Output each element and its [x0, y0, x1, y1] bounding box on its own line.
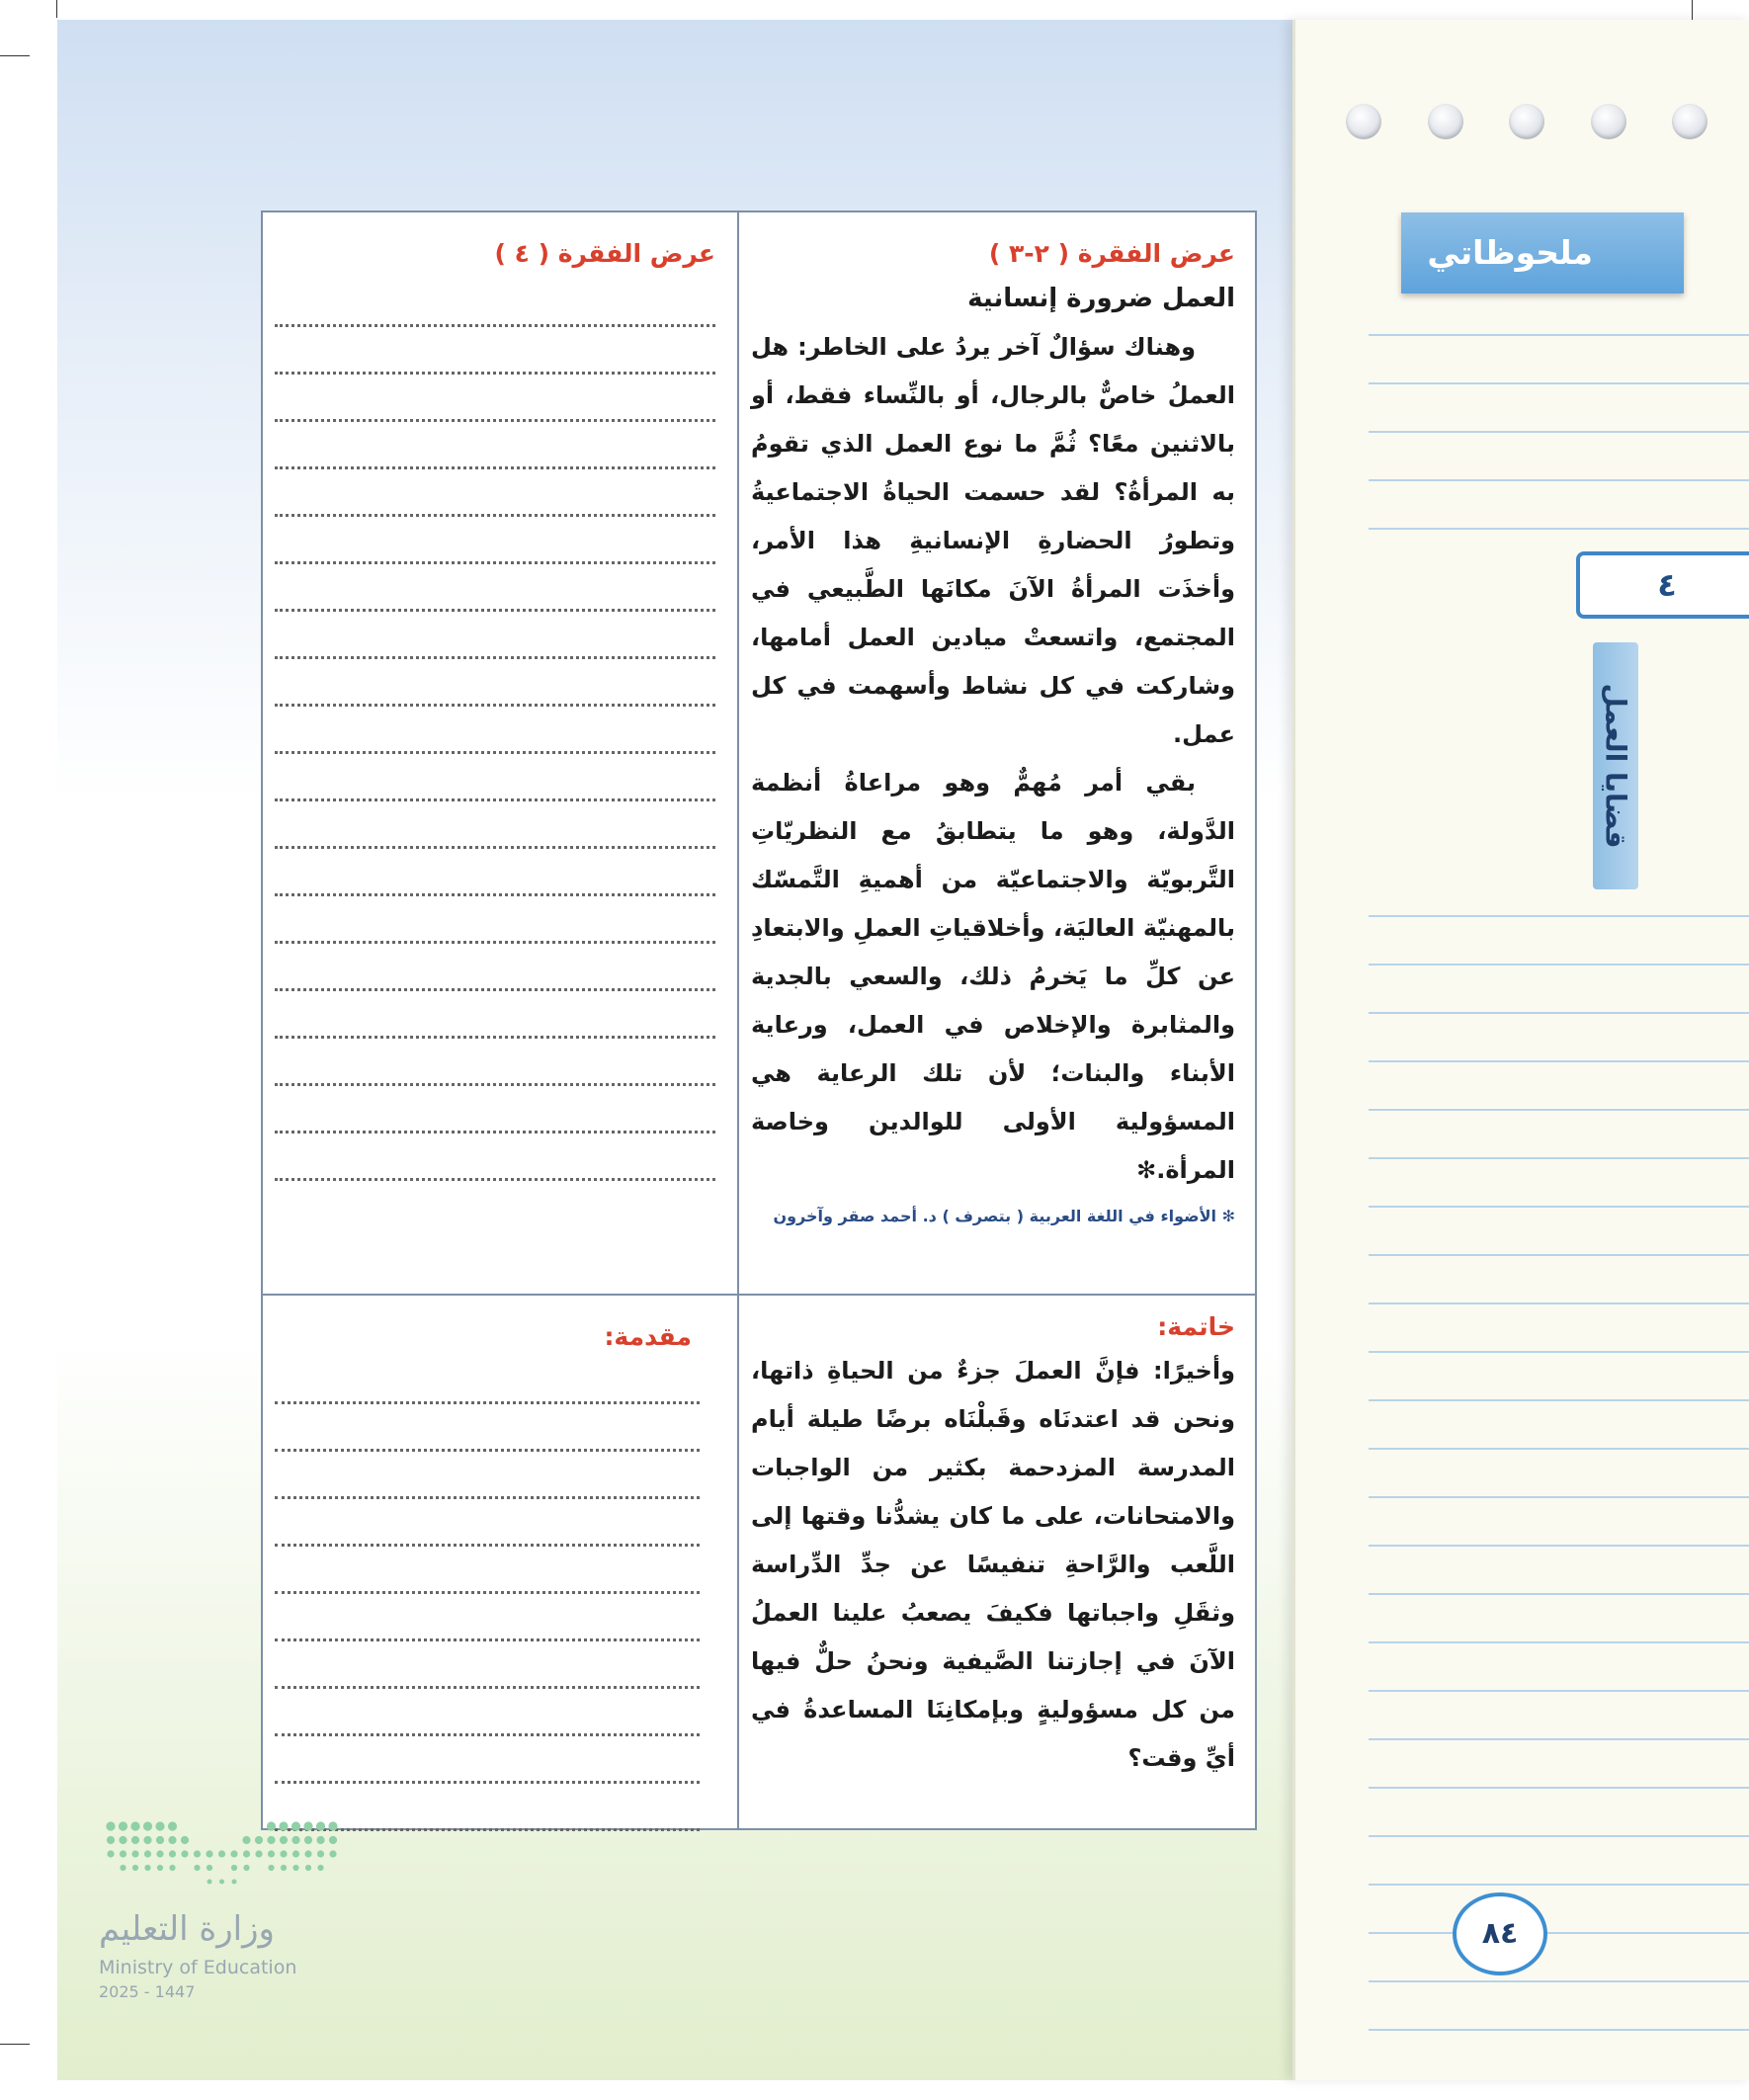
- logo-dot: [329, 1850, 336, 1857]
- cell-heading: مقدمة:: [604, 1322, 692, 1351]
- logo-dot: [316, 1821, 325, 1830]
- logo-dot: [267, 1821, 276, 1830]
- dotted-writing-line[interactable]: [275, 1736, 700, 1784]
- ruled-line: [1369, 1545, 1749, 1547]
- dotted-writing-line[interactable]: [275, 469, 715, 517]
- logo-dot: [156, 1836, 164, 1844]
- logo-dot: [279, 1821, 288, 1830]
- logo-dot: [119, 1821, 127, 1830]
- logo-dot: [143, 1821, 152, 1830]
- ruled-line: [1369, 1641, 1749, 1643]
- writing-lines[interactable]: [275, 1357, 700, 1831]
- logo-dot: [280, 1836, 288, 1844]
- ruled-line: [1369, 1835, 1749, 1837]
- source-citation: ✻ الأضواء في اللغة العربية ( بتصرف ) د. أحمد صقر وآخرون: [773, 1207, 1235, 1225]
- logo-dot: [230, 1850, 237, 1857]
- ruled-line: [1369, 1496, 1749, 1498]
- ruled-line: [1369, 1787, 1749, 1789]
- logo-dot: [268, 1850, 275, 1857]
- edition-year: 2025 - 1447: [99, 1982, 196, 2001]
- dotted-writing-line[interactable]: [275, 1594, 700, 1641]
- logo-dot: [292, 1865, 298, 1871]
- logo-dot: [207, 1865, 212, 1871]
- dotted-writing-line[interactable]: [275, 1499, 700, 1547]
- dotted-writing-line[interactable]: [275, 375, 715, 422]
- ministry-name-en: Ministry of Education: [99, 1957, 297, 1978]
- logo-dot: [169, 1850, 176, 1857]
- ruled-line: [1369, 1980, 1749, 1982]
- logo-dot: [316, 1836, 324, 1844]
- logo-dot: [157, 1865, 163, 1871]
- logo-dot: [168, 1836, 176, 1844]
- dotted-writing-line[interactable]: [275, 1452, 700, 1499]
- dotted-writing-line[interactable]: [275, 991, 715, 1039]
- logo-dot: [181, 1850, 188, 1857]
- row-divider: [263, 1294, 1255, 1296]
- logo-dot: [280, 1850, 287, 1857]
- dotted-writing-line[interactable]: [275, 327, 715, 375]
- dotted-writing-line[interactable]: [275, 849, 715, 896]
- logo-dot: [231, 1865, 237, 1871]
- dotted-writing-line[interactable]: [275, 564, 715, 612]
- crop-mark: [56, 0, 57, 18]
- dotted-writing-line[interactable]: [275, 1039, 715, 1086]
- body-paragraph: بقي أمر مُهمٌّ وهو مراعاةُ أنظمة الدَّولة، وهو ما يتطابقُ مع النظريّاتِ التَّربويّة والاجتماعيّة من أهميةِ التَّمسّك بالمهنيّة العاليَة، وأخلاقياتِ العملِ والابتعادِ عن كلِّ ما يَخرمُ ذلك، والسعي بالجدية والمثابرة والإخلاص في العمل، ورعاية الأبناء والبنات؛ لأن تلك الرعاية هي المسؤولية الأولى للوالدين وخاصة المرأة.✻: [751, 769, 1235, 1184]
- dotted-writing-line[interactable]: [275, 1086, 715, 1134]
- logo-dot: [292, 1821, 300, 1830]
- ruled-line: [1369, 1351, 1749, 1353]
- body-paragraph: وهناك سؤالٌ آخر يردُ على الخاطر: هل العملُ خاصٌّ بالرجال، أو بالنِّساء فقط، أو بالاثنين معًا؟ ثُمَّ ما نوع العمل الذي تقومُ به المرأةُ؟ لقد حسمت الحياةُ الاجتماعيةُ وتطورُ الحضارةِ الإنسانيةِ هذا الأمر، وأخذَت المرأةُ الآنَ مكانَها الطَّبيعي في المجتمع، واتسعتْ ميادين العمل أمامها، وشاركت في كل نشاط وأسهمت في كل عمل.: [751, 333, 1235, 748]
- dotted-writing-line[interactable]: [275, 1134, 715, 1181]
- logo-dot: [243, 1865, 249, 1871]
- dotted-writing-line[interactable]: [275, 707, 715, 754]
- cell-heading: خاتمة:: [1157, 1312, 1235, 1341]
- logo-dot: [130, 1821, 139, 1830]
- ruled-line: [1369, 1448, 1749, 1450]
- ministry-logo-icon: [103, 1818, 340, 1893]
- logo-dot: [208, 1880, 212, 1885]
- dotted-writing-line[interactable]: [275, 754, 715, 801]
- logo-dot: [242, 1836, 250, 1844]
- ministry-name-ar: وزارة التعليم: [99, 1909, 275, 1949]
- ruled-line: [1369, 964, 1749, 966]
- logo-dot: [131, 1850, 138, 1857]
- ruled-line: [1369, 1399, 1749, 1401]
- ruled-line: [1369, 1012, 1749, 1014]
- logo-dot: [119, 1836, 126, 1844]
- dotted-writing-line[interactable]: [275, 1689, 700, 1736]
- logo-dot: [155, 1821, 164, 1830]
- ruled-line: [1369, 2029, 1749, 2031]
- introduction-cell[interactable]: [275, 1317, 700, 1831]
- dotted-writing-line[interactable]: [275, 517, 715, 564]
- essay-outline-table: [261, 210, 1257, 1830]
- paragraph-4-cell[interactable]: [275, 234, 715, 1181]
- dotted-writing-line[interactable]: [275, 659, 715, 707]
- logo-dot: [168, 1821, 177, 1830]
- logo-dot: [255, 1850, 262, 1857]
- ruled-line: [1369, 1884, 1749, 1886]
- logo-dot: [268, 1865, 274, 1871]
- dotted-writing-line[interactable]: [275, 944, 715, 991]
- ruled-line: [1369, 1738, 1749, 1740]
- logo-dot: [169, 1865, 175, 1871]
- dotted-writing-line[interactable]: [275, 1404, 700, 1452]
- ruled-line: [1369, 1206, 1749, 1208]
- ruled-line: [1369, 1060, 1749, 1062]
- logo-dot: [218, 1850, 225, 1857]
- logo-dot: [106, 1821, 115, 1830]
- logo-dot: [317, 1850, 324, 1857]
- logo-dot: [156, 1850, 163, 1857]
- logo-dot: [131, 1836, 139, 1844]
- dotted-writing-line[interactable]: [275, 896, 715, 944]
- unit-tab: [1593, 642, 1638, 889]
- ruled-line: [1369, 1302, 1749, 1304]
- ruled-line: [1369, 528, 1749, 530]
- ruled-line: [1369, 382, 1749, 384]
- cell-subheading: العمل ضرورة إنسانية: [967, 284, 1235, 313]
- logo-dot: [107, 1836, 115, 1844]
- unit-title: قضايا العمل: [1599, 683, 1632, 849]
- logo-dot: [206, 1850, 212, 1857]
- dotted-writing-line[interactable]: [275, 801, 715, 849]
- dotted-writing-line[interactable]: [275, 422, 715, 469]
- logo-dot: [194, 1865, 200, 1871]
- notes-tab: ملحوظاتي: [1401, 212, 1684, 294]
- writing-lines[interactable]: [275, 280, 715, 1181]
- ruled-line: [1369, 1109, 1749, 1111]
- ruled-line: [1369, 431, 1749, 433]
- binder-ring: [1509, 104, 1544, 139]
- logo-dot: [305, 1865, 311, 1871]
- logo-dot: [304, 1850, 311, 1857]
- unit-number: ٤: [1576, 551, 1749, 619]
- binder-ring: [1346, 104, 1381, 139]
- crop-mark: [0, 55, 30, 56]
- conclusion-cell: [751, 1307, 1235, 1783]
- ruled-line: [1369, 1932, 1749, 1934]
- logo-dot: [281, 1865, 287, 1871]
- logo-dot: [255, 1836, 263, 1844]
- logo-dot: [328, 1821, 337, 1830]
- dotted-writing-line[interactable]: [275, 612, 715, 659]
- notes-sidebar: [1292, 20, 1749, 2080]
- ruled-line: [1369, 479, 1749, 481]
- logo-dot: [232, 1880, 237, 1885]
- dotted-writing-line[interactable]: [275, 1547, 700, 1594]
- cell-heading: عرض الفقرة ( ٤ ): [494, 239, 715, 268]
- logo-dot: [219, 1880, 224, 1885]
- ruled-line: [1369, 1593, 1749, 1595]
- logo-dot: [292, 1850, 299, 1857]
- ruled-line: [1369, 1157, 1749, 1159]
- logo-dot: [132, 1865, 138, 1871]
- binder-ring: [1591, 104, 1626, 139]
- logo-dot: [267, 1836, 275, 1844]
- crop-mark: [0, 2044, 30, 2045]
- logo-dot: [317, 1865, 323, 1871]
- logo-dot: [304, 1836, 312, 1844]
- body-paragraph: وأخيرًا: فإنَّ العملَ جزءٌ من الحياةِ ذاتها، ونحن قد اعتدنَاه وقَبلْنَاه برضًا طيلة أيام المدرسة المزدحمة بكثير من الواجبات والامتحانات، على ما كان يشدُّنا وقتها إلى اللَّعب والرَّاحةِ تنفيسًا عن جدِّ الدِّراسة وثقَلِ واجباتها فكيفَ يصعبُ علينا العملُ الآنَ في إجازتنا الصَّيفية ونحنُ حلٌّ فيها من كل مسؤوليةٍ وبإمكانِنَا المساعدةُ في أيِّ وقت؟: [751, 1357, 1235, 1772]
- logo-dot: [303, 1821, 312, 1830]
- logo-dot: [292, 1836, 299, 1844]
- ruled-line: [1369, 1690, 1749, 1692]
- logo-dot: [120, 1850, 126, 1857]
- logo-dot: [181, 1836, 189, 1844]
- dotted-writing-line[interactable]: [275, 1641, 700, 1689]
- logo-dot: [120, 1865, 125, 1871]
- logo-dot: [144, 1850, 151, 1857]
- dotted-writing-line[interactable]: [275, 280, 715, 327]
- ruled-line: [1369, 1254, 1749, 1256]
- column-divider: [737, 212, 739, 1828]
- cell-heading: عرض الفقرة ( ٢-٣ ): [988, 239, 1235, 268]
- logo-dot: [243, 1850, 250, 1857]
- logo-dot: [329, 1836, 337, 1844]
- logo-dot: [194, 1850, 201, 1857]
- binder-ring: [1672, 104, 1707, 139]
- ruled-line: [1369, 334, 1749, 336]
- logo-dot: [143, 1836, 151, 1844]
- dotted-writing-line[interactable]: [275, 1357, 700, 1404]
- logo-dot: [144, 1865, 150, 1871]
- binder-ring: [1428, 104, 1463, 139]
- ruled-line: [1369, 915, 1749, 917]
- paragraph-2-3-cell: [751, 234, 1235, 1225]
- logo-dot: [107, 1850, 114, 1857]
- page-number: ٨٤: [1453, 1892, 1547, 1975]
